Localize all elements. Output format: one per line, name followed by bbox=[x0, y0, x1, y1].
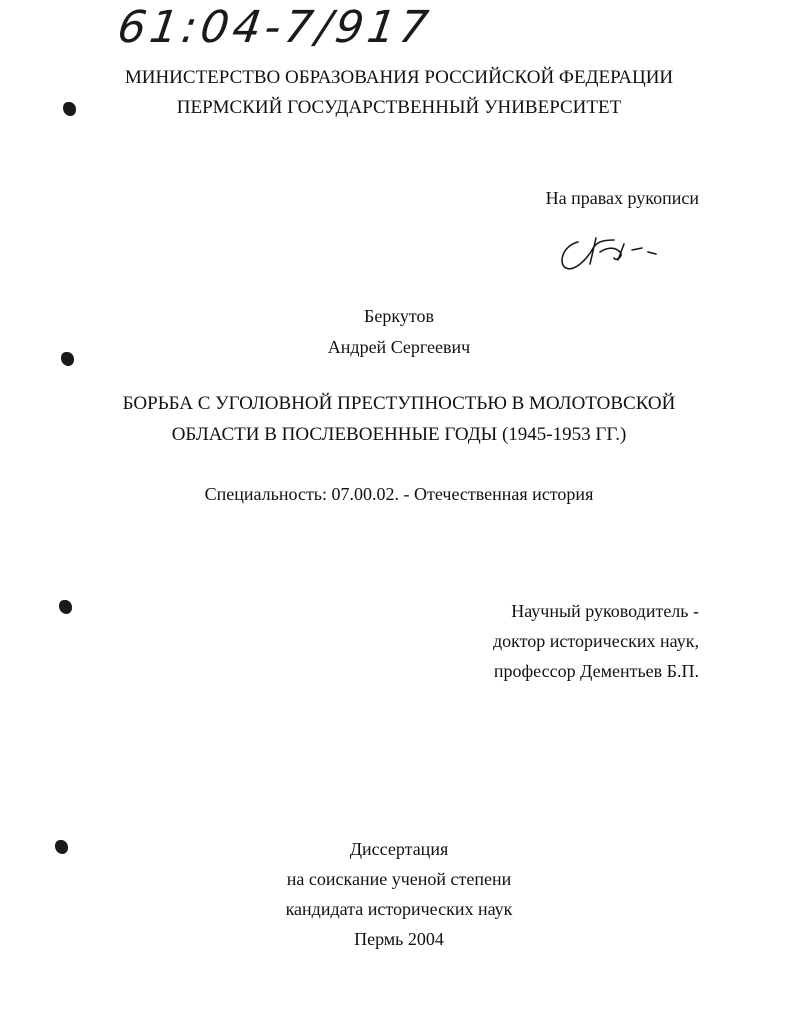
dissertation-line-2: на соискание ученой степени bbox=[286, 869, 512, 889]
punch-hole-mark bbox=[63, 102, 76, 116]
university-heading: ПЕРМСКИЙ ГОСУДАРСТВЕННЫЙ УНИВЕРСИТЕТ bbox=[176, 97, 622, 118]
punch-hole-mark bbox=[55, 840, 68, 854]
author-surname: Беркутов bbox=[364, 306, 434, 326]
archive-code: 61:04-7/917 bbox=[114, 2, 436, 53]
title-line-1: БОРЬБА С УГОЛОВНОЙ ПРЕСТУПНОСТЬЮ В МОЛОТОВСКОЙ bbox=[122, 393, 676, 414]
specialty-line: Специальность: 07.00.02. - Отечественная история bbox=[204, 484, 594, 504]
dissertation-line-3: кандидата исторических наук bbox=[285, 899, 513, 919]
dissertation-line-1: Диссертация bbox=[349, 839, 449, 859]
supervisor-line-1: Научный руководитель - bbox=[511, 601, 699, 621]
author-given-names: Андрей Сергеевич bbox=[327, 337, 471, 357]
supervisor-line-2: доктор исторических наук, bbox=[493, 631, 699, 651]
ministry-heading: МИНИСТЕРСТВО ОБРАЗОВАНИЯ РОССИЙСКОЙ ФЕДЕРАЦИИ bbox=[124, 67, 674, 88]
dissertation-line-4: Пермь 2004 bbox=[354, 929, 444, 949]
supervisor-line-3: профессор Дементьев Б.П. bbox=[493, 661, 699, 681]
punch-hole-mark bbox=[61, 352, 74, 366]
manuscript-note: На правах рукописи bbox=[545, 188, 699, 208]
punch-hole-mark bbox=[59, 600, 72, 614]
title-line-2: ОБЛАСТИ В ПОСЛЕВОЕННЫЕ ГОДЫ (1945-1953 ГГ.) bbox=[171, 424, 627, 445]
dissertation-block bbox=[0, 838, 798, 958]
supervisor-block bbox=[493, 600, 699, 690]
signature-mark bbox=[556, 230, 666, 275]
